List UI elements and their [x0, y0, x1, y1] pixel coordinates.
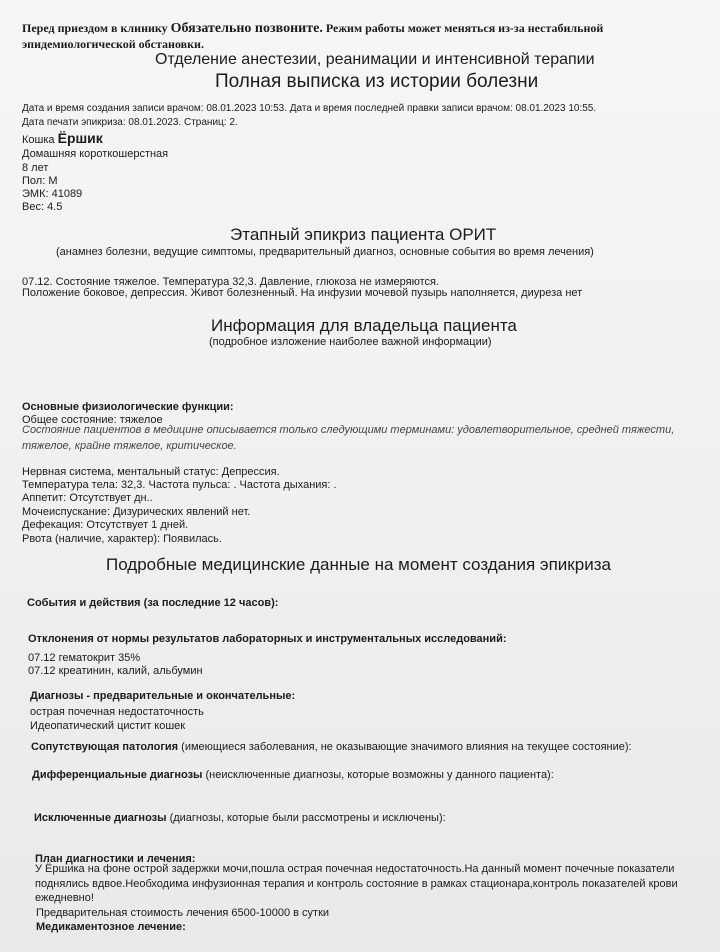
events-heading: События и действия (за последние 12 часов): — [27, 597, 279, 609]
comorbidity-description: (имеющиеся заболевания, не оказывающие значимого влияния на текущее состояние): — [178, 741, 632, 753]
epicrisis-line-1: 07.12. Состояние тяжелое. Температура 32,3. Давление, глюкоза не измеряются. — [22, 276, 440, 288]
plan-heading: План диагностики и лечения: — [35, 853, 196, 865]
owner-info-subtitle: (подробное изложение наиболее важной информации) — [209, 336, 492, 348]
patient-emk: ЭМК: 41089 — [22, 188, 83, 200]
patient-nickname: Ёршик — [57, 130, 103, 146]
comorbidity-label: Сопутствующая патология — [31, 741, 179, 753]
excluded-label: Исключенные диагнозы — [34, 812, 167, 824]
notice-line-2: эпидемиологической обстановки. — [22, 37, 204, 51]
treatment-cost: Предварительная стоимость лечения 6500-10000 в сутки — [36, 907, 330, 919]
notice-call-text: Обязательно позвоните. — [170, 21, 323, 36]
deviation-2: 07.12 креатинин, калий, альбумин — [28, 665, 203, 677]
physio-temp: Температура тела: 32,3. Частота пульса: . Частота дыхания: . — [22, 479, 337, 491]
patient-name — [22, 130, 103, 146]
physio-general: Общее состояние: тяжелое — [22, 414, 163, 426]
differential-description: (неисключенные диагнозы, которые возможны у данного пациента): — [202, 769, 554, 781]
medication-heading: Медикаментозное лечение: — [36, 921, 186, 933]
physio-note-1: Состояние пациентов в медицине описывается только следующими терминами: удовлетворительное, средней тяжести, — [22, 424, 675, 436]
differential-label: Дифференциальные диагнозы — [32, 769, 203, 781]
notice-text: Перед приездом в клинику — [22, 21, 171, 35]
patient-weight: Вес: 4.5 — [22, 201, 63, 213]
record-dates: Дата и время создания записи врачом: 08.01.2023 10:53. Дата и время последней правки записи врачом: 08.01.2023 10:55. — [22, 103, 597, 114]
patient-sex: Пол: М — [22, 175, 58, 187]
patient-breed: Домашняя короткошерстная — [22, 148, 169, 160]
department-title: Отделение анестезии, реанимации и интенсивной терапии — [155, 51, 595, 68]
diagnosis-1: острая почечная недостаточность — [30, 706, 204, 718]
physio-appetite: Аппетит: Отсутствует дн.. — [22, 492, 153, 504]
physio-urination: Мочеиспускание: Дизурических явлений нет. — [22, 506, 251, 518]
physio-defecation: Дефекация: Отсутствует 1 дней. — [22, 519, 189, 531]
diagnoses-heading: Диагнозы - предварительные и окончательные: — [30, 690, 296, 702]
notice-text-rest: Режим работы может меняться из-за нестабильной — [322, 21, 604, 35]
differential-line — [32, 769, 554, 781]
plan-line-2: поднялись вдвое.Необходима инфузионная терапия и контроль состояние в рамках стационара,контроль показателей крови — [35, 878, 678, 890]
physio-note-2: тяжелое, крайне тяжелое, критическое. — [22, 440, 237, 452]
physio-vomit: Рвота (наличие, характер): Появилась. — [22, 533, 222, 545]
deviation-1: 07.12 гематокрит 35% — [28, 652, 141, 664]
owner-info-title: Информация для владельца пациента — [211, 316, 517, 335]
epicrisis-title: Этапный эпикриз пациента ОРИТ — [230, 225, 497, 244]
epicrisis-subtitle: (анамнез болезни, ведущие симптомы, предварительный диагноз, основные события во время лечения) — [56, 246, 594, 258]
excluded-line — [34, 812, 446, 824]
patient-age: 8 лет — [22, 162, 49, 174]
notice-line-1 — [22, 21, 603, 37]
excluded-description: (диагнозы, которые были рассмотрены и исключены): — [166, 812, 446, 824]
deviations-heading: Отклонения от нормы результатов лабораторных и инструментальных исследований: — [28, 633, 507, 645]
plan-line-3: ежедневно! — [35, 892, 94, 904]
physio-nervous: Нервная система, ментальный статус: Депрессия. — [22, 466, 280, 478]
patient-species: Кошка — [22, 134, 55, 146]
physio-heading: Основные физиологические функции: — [22, 401, 234, 413]
comorbidity-line — [31, 741, 632, 753]
diagnosis-2: Идеопатический цистит кошек — [30, 720, 186, 732]
document-title: Полная выписка из истории болезни — [215, 71, 539, 92]
epicrisis-line-2: Положение боковое, депрессия. Живот болезненный. На инфузии мочевой пузырь наполняется, диуреза нет — [22, 287, 583, 299]
plan-line-1: У Ёршика на фоне острой задержки мочи,пошла острая почечная недостаточность.На данный момент почечные показатели — [35, 863, 675, 875]
print-date: Дата печати эпикриза: 08.01.2023. Страниц: 2. — [22, 117, 238, 128]
detailed-title: Подробные медицинские данные на момент создания эпикриза — [106, 555, 611, 574]
